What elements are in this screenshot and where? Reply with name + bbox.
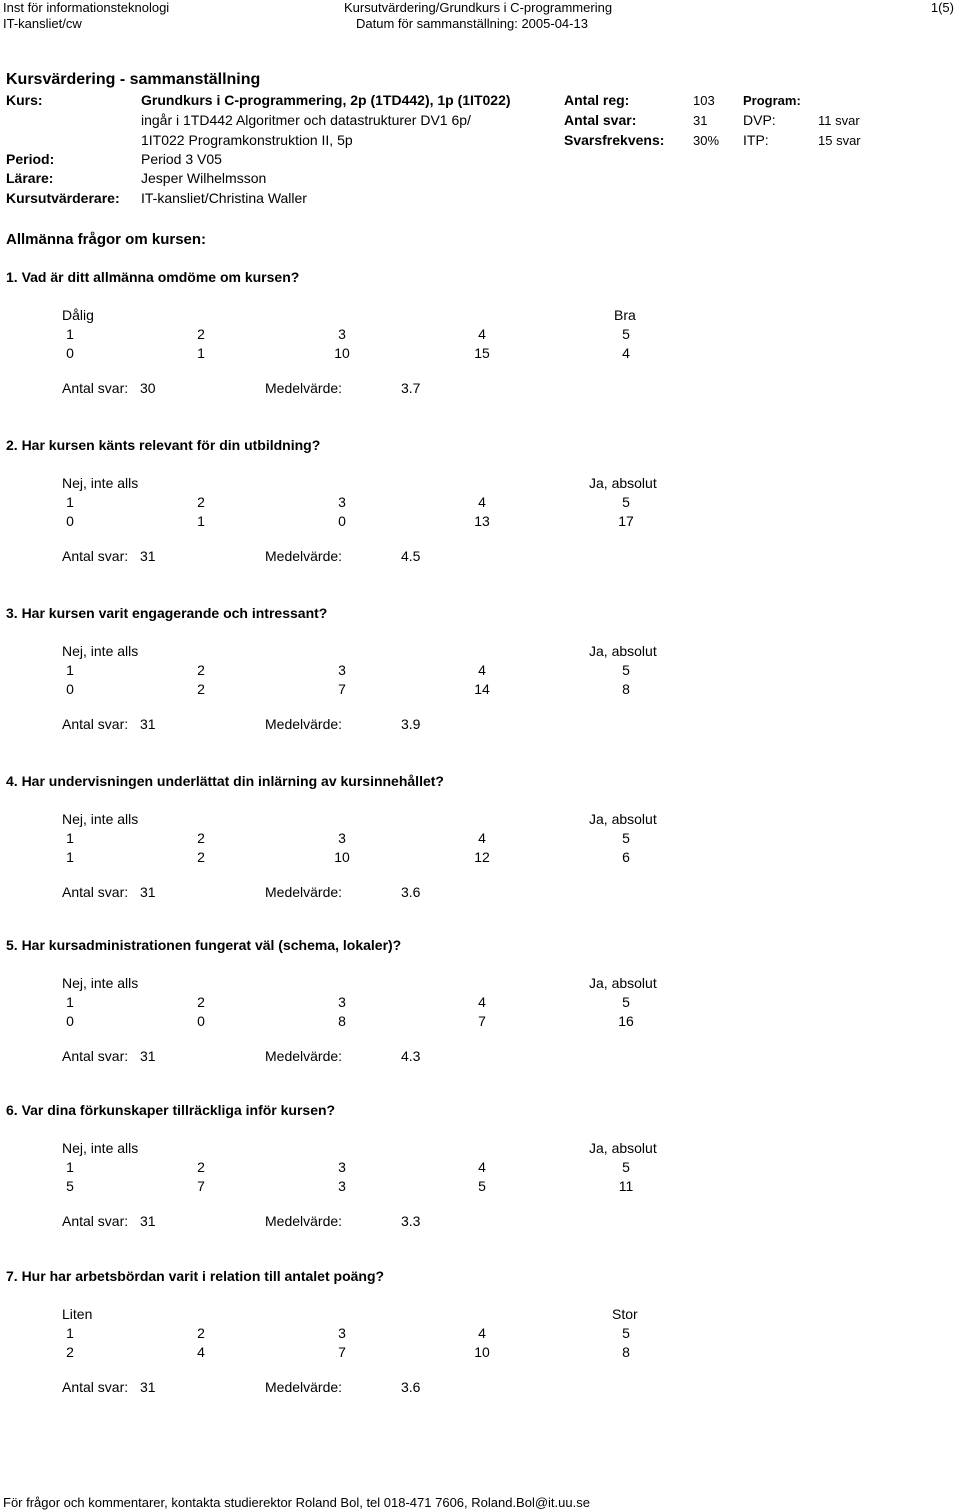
scale-value: 5: [622, 326, 630, 342]
larare-label: Lärare:: [6, 170, 54, 186]
scale-value: 5: [622, 662, 630, 678]
answer-count: 7: [338, 1344, 346, 1360]
answer-count: 1: [197, 513, 205, 529]
scale-value: 1: [66, 326, 74, 342]
scale-value: 2: [197, 830, 205, 846]
scale-value: 5: [622, 994, 630, 1010]
answer-count: 2: [197, 849, 205, 865]
scale-value: 4: [478, 1159, 486, 1175]
medelvarde-label: Medelvärde:: [265, 884, 343, 900]
antal-svar-label: Antal svar:: [564, 112, 637, 128]
header-document-title: Kursutvärdering/Grundkurs i C-programmering: [344, 0, 613, 15]
itp-value: 15 svar: [818, 133, 861, 148]
scale-high-label: Stor: [612, 1306, 638, 1322]
medelvarde-value: 3.7: [401, 380, 421, 396]
antal-svar-value: 30: [140, 380, 156, 396]
question-title: 4. Har undervisningen underlättat din inlärning av kursinnehållet?: [6, 773, 444, 789]
scale-value: 3: [338, 1159, 346, 1175]
answer-count: 1: [66, 849, 74, 865]
answer-count: 8: [622, 1344, 630, 1360]
scale-value: 1: [66, 994, 74, 1010]
answer-count: 7: [197, 1178, 205, 1194]
header-date: Datum för sammanställning: 2005-04-13: [356, 16, 588, 31]
kurs-part-of: ingår i 1TD442 Algoritmer och datastrukturer DV1 6p/: [141, 112, 471, 128]
antal-svar-value: 31: [140, 548, 156, 564]
scale-value: 1: [66, 1325, 74, 1341]
scale-value: 1: [66, 830, 74, 846]
antal-svar-label: Antal svar:: [62, 1048, 129, 1064]
dvp-label: DVP:: [743, 112, 776, 128]
answer-count: 8: [338, 1013, 346, 1029]
scale-value: 3: [338, 326, 346, 342]
scale-value: 3: [338, 994, 346, 1010]
antal-svar-label: Antal svar:: [62, 716, 129, 732]
answer-count: 10: [334, 849, 350, 865]
antal-svar-value: 31: [140, 1048, 156, 1064]
scale-value: 5: [622, 494, 630, 510]
answer-count: 4: [622, 345, 630, 361]
answer-count: 12: [474, 849, 490, 865]
answer-count: 16: [618, 1013, 634, 1029]
answer-count: 0: [66, 513, 74, 529]
answer-count: 5: [478, 1178, 486, 1194]
scale-high-label: Ja, absolut: [589, 475, 657, 491]
antal-svar-value: 31: [140, 884, 156, 900]
svarsfrekvens-label: Svarsfrekvens:: [564, 132, 665, 148]
question-block: [0, 605, 960, 765]
antal-svar-value: 31: [140, 716, 156, 732]
answer-count: 13: [474, 513, 490, 529]
scale-value: 3: [338, 662, 346, 678]
scale-value: 4: [478, 494, 486, 510]
scale-value: 1: [66, 662, 74, 678]
scale-value: 5: [622, 1325, 630, 1341]
question-block: [0, 269, 960, 429]
medelvarde-label: Medelvärde:: [265, 548, 343, 564]
medelvarde-label: Medelvärde:: [265, 380, 343, 396]
antal-svar-label: Antal svar:: [62, 548, 129, 564]
scale-value: 5: [622, 830, 630, 846]
period-value: Period 3 V05: [141, 151, 222, 167]
larare-value: Jesper Wilhelmsson: [141, 170, 267, 186]
svarsfrekvens-value: 30%: [693, 133, 720, 148]
program-label: Program:: [743, 93, 801, 108]
scale-value: 4: [478, 1325, 486, 1341]
scale-value: 1: [66, 1159, 74, 1175]
question-block: [0, 437, 960, 597]
question-title: 3. Har kursen varit engagerande och intressant?: [6, 605, 328, 621]
antal-svar-label: Antal svar:: [62, 1213, 129, 1229]
answer-count: 17: [618, 513, 634, 529]
kursutvarderare-value: IT-kansliet/Christina Waller: [141, 190, 307, 206]
scale-value: 5: [622, 1159, 630, 1175]
page-number: 1(5): [930, 0, 954, 15]
answer-count: 11: [618, 1178, 634, 1194]
scale-value: 4: [478, 326, 486, 342]
medelvarde-value: 3.6: [401, 1379, 421, 1395]
scale-high-label: Ja, absolut: [589, 811, 657, 827]
medelvarde-label: Medelvärde:: [265, 716, 343, 732]
scale-low-label: Nej, inte alls: [62, 811, 139, 827]
scale-low-label: Nej, inte alls: [62, 1140, 139, 1156]
answer-count: 14: [474, 681, 490, 697]
antal-svar-label: Antal svar:: [62, 1379, 129, 1395]
dvp-value: 11 svar: [818, 113, 860, 128]
header-office: IT-kansliet/cw: [3, 16, 82, 31]
scale-value: 2: [197, 1325, 205, 1341]
question-title: 2. Har kursen känts relevant för din utbildning?: [6, 437, 321, 453]
scale-value: 3: [338, 494, 346, 510]
scale-high-label: Ja, absolut: [589, 975, 657, 991]
scale-value: 2: [197, 662, 205, 678]
scale-value: 4: [478, 662, 486, 678]
answer-count: 8: [622, 681, 630, 697]
answer-count: 0: [66, 681, 74, 697]
footer-contact: För frågor och kommentarer, kontakta studierektor Roland Bol, tel 018-471 7606, Roland.Bol@it.uu.se: [3, 1495, 590, 1510]
period-label: Period:: [6, 151, 55, 167]
question-block: [0, 937, 960, 1097]
answer-count: 10: [474, 1344, 490, 1360]
antal-svar-label: Antal svar:: [62, 884, 129, 900]
question-title: 5. Har kursadministrationen fungerat väl (schema, lokaler)?: [6, 937, 402, 953]
scale-value: 3: [338, 1325, 346, 1341]
itp-label: ITP:: [743, 132, 769, 148]
medelvarde-value: 3.6: [401, 884, 421, 900]
antal-svar-label: Antal svar:: [62, 380, 129, 396]
medelvarde-value: 3.9: [401, 716, 421, 732]
answer-count: 3: [338, 1178, 346, 1194]
page-title: Kursvärdering - sammanställning: [6, 71, 261, 88]
answer-count: 0: [338, 513, 346, 529]
answer-count: 7: [338, 681, 346, 697]
answer-count: 4: [197, 1344, 205, 1360]
scale-value: 2: [197, 994, 205, 1010]
scale-value: 3: [338, 830, 346, 846]
medelvarde-value: 4.3: [401, 1048, 421, 1064]
scale-low-label: Liten: [62, 1306, 93, 1322]
kurs-program: 1IT022 Programkonstruktion II, 5p: [141, 132, 353, 148]
kurs-name: Grundkurs i C-programmering, 2p (1TD442), 1p (1IT022): [141, 92, 511, 108]
scale-value: 4: [478, 830, 486, 846]
answer-count: 5: [66, 1178, 74, 1194]
answer-count: 0: [197, 1013, 205, 1029]
antal-svar-value: 31: [140, 1213, 156, 1229]
scale-value: 2: [197, 326, 205, 342]
question-title: 1. Vad är ditt allmänna omdöme om kursen?: [6, 269, 300, 285]
scale-high-label: Ja, absolut: [589, 1140, 657, 1156]
question-title: 7. Hur har arbetsbördan varit i relation till antalet poäng?: [6, 1268, 385, 1284]
scale-low-label: Nej, inte alls: [62, 643, 139, 659]
header-institution: Inst för informationsteknologi: [3, 0, 170, 15]
scale-low-label: Nej, inte alls: [62, 975, 139, 991]
answer-count: 6: [622, 849, 630, 865]
medelvarde-label: Medelvärde:: [265, 1379, 343, 1395]
answer-count: 15: [474, 345, 490, 361]
antal-svar-value: 31: [140, 1379, 156, 1395]
medelvarde-label: Medelvärde:: [265, 1048, 343, 1064]
answer-count: 7: [478, 1013, 486, 1029]
kursutvarderare-label: Kursutvärderare:: [6, 190, 120, 206]
answer-count: 2: [66, 1344, 74, 1360]
answer-count: 0: [66, 1013, 74, 1029]
medelvarde-label: Medelvärde:: [265, 1213, 343, 1229]
antal-svar-value: 31: [693, 113, 708, 128]
answer-count: 10: [334, 345, 350, 361]
scale-high-label: Ja, absolut: [589, 643, 657, 659]
medelvarde-value: 3.3: [401, 1213, 421, 1229]
question-block: [0, 773, 960, 933]
question-block: [0, 1268, 960, 1428]
scale-value: 2: [197, 1159, 205, 1175]
answer-count: 0: [66, 345, 74, 361]
scale-low-label: Nej, inte alls: [62, 475, 139, 491]
antal-reg-value: 103: [693, 93, 715, 108]
scale-low-label: Dålig: [62, 307, 94, 323]
question-title: 6. Var dina förkunskaper tillräckliga inför kursen?: [6, 1102, 336, 1118]
question-block: [0, 1102, 960, 1262]
answer-count: 2: [197, 681, 205, 697]
section-heading: Allmänna frågor om kursen:: [6, 231, 207, 248]
answer-count: 1: [197, 345, 205, 361]
antal-reg-label: Antal reg:: [564, 92, 630, 108]
scale-value: 4: [478, 994, 486, 1010]
medelvarde-value: 4.5: [401, 548, 421, 564]
scale-value: 1: [66, 494, 74, 510]
scale-value: 2: [197, 494, 205, 510]
scale-high-label: Bra: [614, 307, 636, 323]
kurs-label: Kurs:: [6, 92, 43, 108]
